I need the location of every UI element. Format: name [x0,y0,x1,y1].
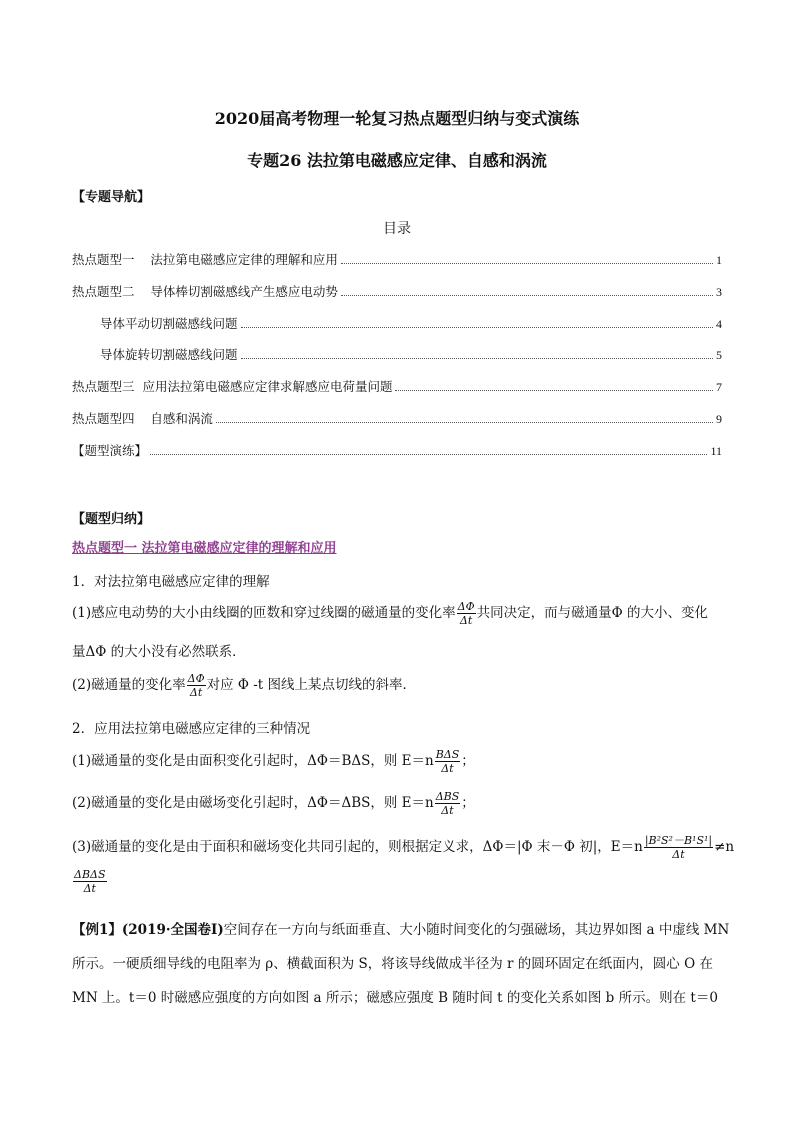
toc-leader [395,390,713,391]
toc-item-page: 9 [716,412,722,426]
toc-item-page: 5 [716,348,722,362]
toc-item-label: 导体旋转切割磁感线问题 [100,347,238,362]
toc-item-page: 4 [716,317,722,331]
emf-fraction: $\frac{\text{|B²S²－B¹S¹|}}{\Delta t}$ [644,834,713,861]
toc-item-label: 热点题型一 法拉第电磁感应定律的理解和应用 [72,252,338,267]
document-title: 2020届高考物理一轮复习热点题型归纳与变式演练 [214,109,580,128]
example-label: 【例1】(2019·全国卷Ⅰ) [72,922,224,938]
hot1-heading: 热点题型一 法拉第电磁感应定律的理解和应用 [72,541,337,556]
section-2-title: 2．应用法拉第电磁感应定律的三种情况 [72,721,311,737]
toc-item[interactable] [72,377,722,395]
flux-rate-fraction: $\frac{\Delta\Phi}{\Delta t}$ [187,672,205,699]
section-1-title: 1．对法拉第电磁感应定律的理解 [72,574,270,590]
paragraph-1: (1)感应电动势的大小由线圈的匝数和穿过线圈的磁通量的变化率 $\frac{\Delta\Phi}{\Delta t}$ 共同决定，而与磁通量Φ 的大小、变化 [72,600,708,627]
case-2: (2)磁通量的变化是由磁场变化引起时，ΔΦ＝ΔBS，则 E＝n $\frac{\text{ΔBS}}{\Delta t}$ ； [72,790,475,817]
toc-leader [341,295,713,296]
paragraph-1-cont: 量ΔΦ 的大小没有必然联系． [72,644,246,660]
toc-leader [216,422,713,423]
toc-item-page: 7 [716,380,722,394]
emf-fraction: $\frac{\text{BΔS}}{\Delta t}$ [435,748,460,775]
toc-item[interactable] [72,441,722,459]
toc-item-page: 11 [710,444,722,458]
case-1: (1)磁通量的变化是由面积变化引起时，ΔΦ＝BΔS，则 E＝n $\frac{\text{BΔS}}{\Delta t}$ ； [72,748,475,775]
example-1-line-2: 所示。一硬质细导线的电阻率为 ρ、横截面积为 S，将该导线做成半径为 r 的圆环固定在纸面内，圆心 O 在 [72,956,713,972]
flux-rate-fraction: $\frac{\Delta\Phi}{\Delta t}$ [457,600,475,627]
toc-item[interactable] [100,345,722,363]
toc-item[interactable] [72,282,722,300]
toc-item[interactable] [72,409,722,427]
emf-fraction: $\frac{\text{ΔBΔS}}{\Delta t}$ [74,868,106,895]
toc-item-page: 1 [716,253,722,267]
example-1-line-1: 【例1】(2019·全国卷Ⅰ)空间存在一方向与纸面垂直、大小随时间变化的匀强磁场，其边界如图 a 中虚线 MN [72,922,730,938]
toc-item-label: 热点题型四 自感和涡流 [72,411,213,426]
nav-heading: 【专题导航】 [72,190,151,205]
induction-heading: 【题型归纳】 [72,512,151,527]
document-subtitle: 专题26 法拉第电磁感应定律、自感和涡流 [247,151,547,170]
paragraph-2: (2)磁通量的变化率 $\frac{\Delta\Phi}{\Delta t}$ 对应 Φ -t 图线上某点切线的斜率． [72,672,417,699]
toc-leader [150,454,707,455]
toc-item-label: 热点题型三 应用法拉第电磁感应定律求解感应电荷量问题 [72,379,393,394]
toc-item-label: 热点题型二 导体棒切割磁感线产生感应电动势 [72,284,338,299]
toc-item-page: 3 [716,285,722,299]
toc-item-label: 导体平动切割磁感线问题 [100,316,238,331]
toc-leader [341,263,713,264]
toc-item[interactable] [100,314,722,332]
toc-item-label: 【题型演练】 [72,443,148,458]
toc-item[interactable] [72,250,722,268]
case-3: (3)磁通量的变化是由于面积和磁场变化共同引起的，则根据定义求，ΔΦ＝|Φ 末－Φ 初|，E＝n $\frac{\text{|B²S²－B¹S¹|}}{\Delta t}$ ≠n [72,834,735,861]
example-1-line-3: MN 上。t＝0 时磁感应强度的方向如图 a 所示；磁感应强度 B 随时间 t 的变化关系如图 b 所示。则在 t＝0 [72,990,718,1006]
case-3-cont [72,868,108,895]
toc-leader [241,358,713,359]
toc-title: 目录 [383,221,411,237]
toc-leader [241,327,713,328]
emf-fraction: $\frac{\text{ΔBS}}{\Delta t}$ [435,790,460,817]
